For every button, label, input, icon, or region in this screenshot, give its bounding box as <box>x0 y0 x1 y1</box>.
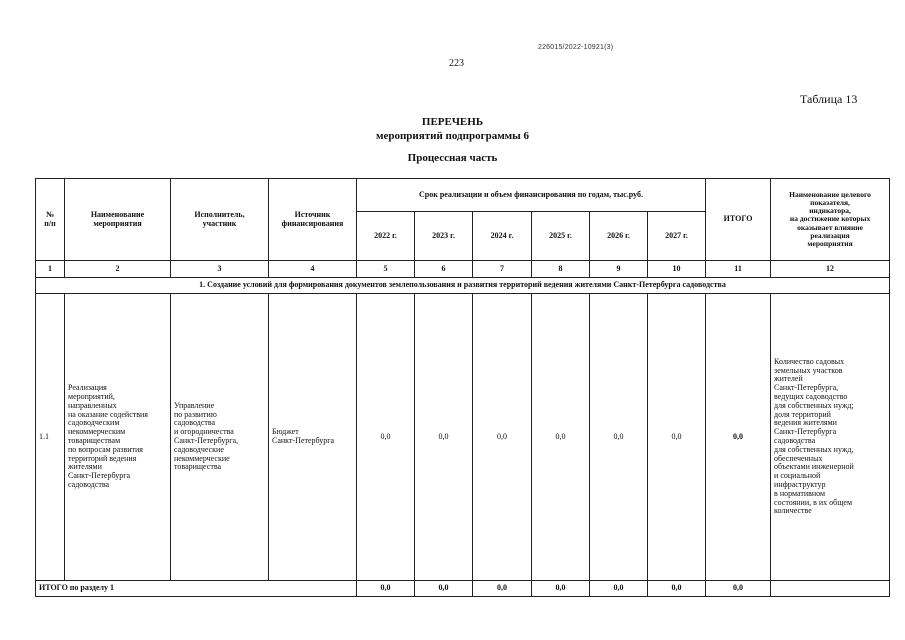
row-value: 0,0 <box>648 294 706 581</box>
section-title: 1. Создание условий для формирования документов землепользования и развития территорий ведения жителями Санкт-Петербурга садоводства <box>36 278 890 294</box>
total-label: ИТОГО по разделу 1 <box>36 581 357 597</box>
page-number: 223 <box>449 58 464 69</box>
column-number: 3 <box>171 261 269 278</box>
row-value: 0,0 <box>473 294 532 581</box>
row-total: 0,0 <box>706 294 771 581</box>
title-line-3: Процессная часть <box>407 152 498 164</box>
header-year: 2022 г. <box>357 212 415 261</box>
row-value: 0,0 <box>357 294 415 581</box>
row-name: Реализация мероприятий, направленных на оказание содействия садоводческим некоммерческим товариществам по вопросам развития территорий ведения жителями Санкт-Петербурга садоводства <box>65 294 171 581</box>
header-year: 2024 г. <box>473 212 532 261</box>
total-row <box>36 581 890 597</box>
header-num: № п/п <box>36 179 65 261</box>
header-source: Источник финансирования <box>269 179 357 261</box>
row-indicator: Количество садовых земельных участков жителей Санкт-Петербурга, ведущих садоводство для собственных нужд; доля территорий ведения жителями Санкт-Петербурга садоводства для собственных нужд, обеспеченных объектами инженерной и социальной инфраструктур в нормативном состоянии, в их общем количестве <box>771 294 890 581</box>
header-total: ИТОГО <box>706 179 771 261</box>
row-num: 1.1 <box>36 294 65 581</box>
header-year: 2025 г. <box>532 212 590 261</box>
table-row <box>36 294 890 581</box>
column-number: 7 <box>473 261 532 278</box>
total-value: 0,0 <box>415 581 473 597</box>
total-value: 0,0 <box>590 581 648 597</box>
title-line-1: ПЕРЕЧЕНЬ <box>421 116 484 128</box>
total-value: 0,0 <box>648 581 706 597</box>
header-year: 2027 г. <box>648 212 706 261</box>
header-year: 2026 г. <box>590 212 648 261</box>
column-number-row <box>36 261 890 278</box>
header-row-1 <box>36 179 890 212</box>
row-value: 0,0 <box>415 294 473 581</box>
column-number: 6 <box>415 261 473 278</box>
header-executor: Исполнитель, участник <box>171 179 269 261</box>
measures-table <box>35 178 890 597</box>
document-stamp: 226015/2022-10921(3) <box>538 44 614 51</box>
row-value: 0,0 <box>532 294 590 581</box>
row-value: 0,0 <box>590 294 648 581</box>
column-number: 2 <box>65 261 171 278</box>
total-value: 0,0 <box>357 581 415 597</box>
column-number: 10 <box>648 261 706 278</box>
total-value: 0,0 <box>473 581 532 597</box>
header-period-group: Срок реализации и объем финансирования по годам, тыс.руб. <box>357 179 706 212</box>
column-number: 1 <box>36 261 65 278</box>
header-name: Наименование мероприятия <box>65 179 171 261</box>
row-executor: Управление по развитию садоводства и огородничества Санкт-Петербурга, садоводческие некоммерческие товарищества <box>171 294 269 581</box>
column-number: 11 <box>706 261 771 278</box>
table-number: Таблица 13 <box>800 92 858 106</box>
total-value: 0,0 <box>532 581 590 597</box>
column-number: 8 <box>532 261 590 278</box>
column-number: 4 <box>269 261 357 278</box>
header-indicator: Наименование целевого показателя, индикатора, на достижение которых оказывает влияние реализация мероприятия <box>771 179 890 261</box>
column-number: 9 <box>590 261 648 278</box>
row-source: Бюджет Санкт-Петербурга <box>269 294 357 581</box>
header-year: 2023 г. <box>415 212 473 261</box>
title-line-2: мероприятий подпрограммы 6 <box>375 130 530 142</box>
column-number: 12 <box>771 261 890 278</box>
section-row <box>36 278 890 294</box>
total-empty <box>771 581 890 597</box>
total-sum: 0,0 <box>706 581 771 597</box>
column-number: 5 <box>357 261 415 278</box>
